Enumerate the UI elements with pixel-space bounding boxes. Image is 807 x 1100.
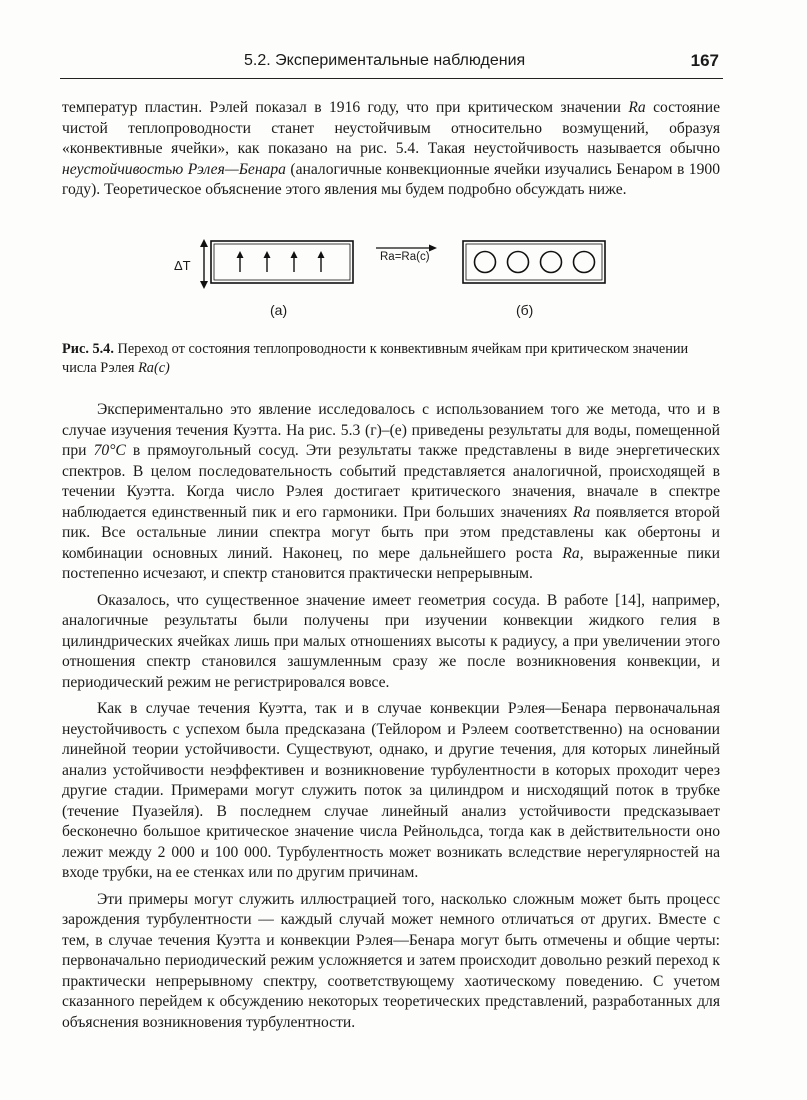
convection-roll	[475, 252, 496, 273]
symbol-temperature: 70°C	[93, 442, 126, 459]
paragraph: Эти примеры могут служить иллюстрацией того, насколько сложным может быть процесс зарождения турбулентности — каждый случай может немного отличаться от других. Вместе с тем, в случае течения Куэтта и конвекции Рэлея—Бенара могут быть отмечены и общие черты: первоначально периодический режим усложняется и затем происходит довольно резкий переход к практически непрерывному спектру, соответствующему хаотическому поведению. С учетом сказанного перейдем к обсуждению некоторых теоретических представлений, разработанных для объяснения возникновения турбулентности.	[62, 890, 720, 1031]
paragraph: Как в случае течения Куэтта, так и в случае конвекции Рэлея—Бенара первоначальная неустойчивость с успехом была предсказана (Тейлором и Рэлеем соответственно) на основании линейной теории устойчивости. Существуют, однако, и другие течения, для которых линейный анализ устойчивости неэффективен и возникновение турбулентности в которых проходит через другие стадии. Примерами могут служить поток за цилиндром и нисходящий поток в трубке (течение Пуазейля). В последнем случае линейный анализ устойчивости предсказывает бесконечно большое критическое значение числа Рейнольдса, тогда как в действительности оно лежит между 2 000 и 100 000. Турбулентность может возникать вследствие нерегулярностей на входе трубки, на ее стенках или по другим причинам.	[62, 700, 720, 881]
critical-condition-label: Ra=Ra(c)	[380, 251, 430, 263]
panel-label-a: (а)	[270, 302, 288, 318]
paragraph: температур пластин. Рэлей показал в 1916 году, что при критическом значении Ra состояние чистой теплопроводности станет неустойчивым относительно возмущений, образуя «конвективные ячейки», как показано на рис. 5.4. Такая неустойчивость называется обычно неустойчивостью Рэлея—Бенара (аналогичные конвекционные ячейки изучались Бенаром в 1900 году). Теоретическое объяснение этого явления мы будем подробно обсуждать ниже.	[62, 99, 720, 198]
page-number: 167	[690, 51, 719, 70]
caption-symbol: Ra(c)	[138, 360, 170, 376]
panel-label-b: (б)	[516, 302, 534, 318]
running-title: 5.2. Экспериментальные наблюдения	[244, 52, 526, 69]
symbol-ra: Ra	[573, 503, 591, 521]
figure-caption	[62, 340, 722, 378]
page-header	[60, 48, 723, 79]
convection-roll	[508, 252, 529, 273]
symbol-ra: Ra	[562, 544, 580, 562]
heat-arrow	[237, 251, 244, 272]
conduction-cell	[211, 241, 353, 283]
delta-t-arrow	[200, 239, 208, 289]
caption-label: Рис. 5.4.	[62, 341, 114, 357]
paragraph: Экспериментально это явление исследовалось с использованием того же метода, что и в случае изучения течения Куэтта. На рис. 5.3 (г)–(е) приведены результаты для воды, помещенной при 70°C в прямоугольный сосуд. Эти результаты также представлены в виде энергетических спектров. В целом последовательность событий представляется аналогичной, происходящей в течении Куэтта. Когда число Рэлея достигает критического значения, вначале в спектре наблюдается единственный пик и его гармоники. При больших значениях Ra появляется второй пик. Все остальные линии спектра могут быть при этом представлены как обертоны и комбинации основных линий. Наконец, по мере дальнейшего роста Ra, выраженные пики постепенно исчезают, и спектр становится практически непрерывным.	[62, 401, 721, 582]
heat-arrow	[291, 251, 298, 272]
symbol-ra: Ra	[628, 99, 646, 116]
convection-roll	[574, 252, 595, 273]
emphasis: неустойчивостью Рэлея—Бенара	[62, 160, 286, 178]
caption-text: Переход от состояния теплопроводности к конвективным ячейкам при критическом значении числа Рэлея	[62, 341, 689, 376]
heat-arrow	[318, 251, 325, 272]
convection-cells	[463, 241, 605, 283]
figure-5-4	[150, 232, 630, 322]
figure-drawing	[150, 232, 630, 322]
heat-arrow	[264, 251, 271, 272]
paragraph: Оказалось, что существенное значение имеет геометрия сосуда. В работе [14], например, аналогичные результаты были получены при изучении конвекции жидкого гелия в цилиндрических ячейках лишь при малых отношениях высоты к радиусу, а при увеличении этого отношения спектр становился зашумленным сразу же после возникновения конвекции, и периодический режим не регистрировался вовсе.	[62, 591, 720, 691]
intro-text	[62, 98, 720, 201]
convection-roll	[541, 252, 562, 273]
delta-t-label: ΔT	[174, 258, 191, 273]
body-text	[62, 400, 720, 1033]
